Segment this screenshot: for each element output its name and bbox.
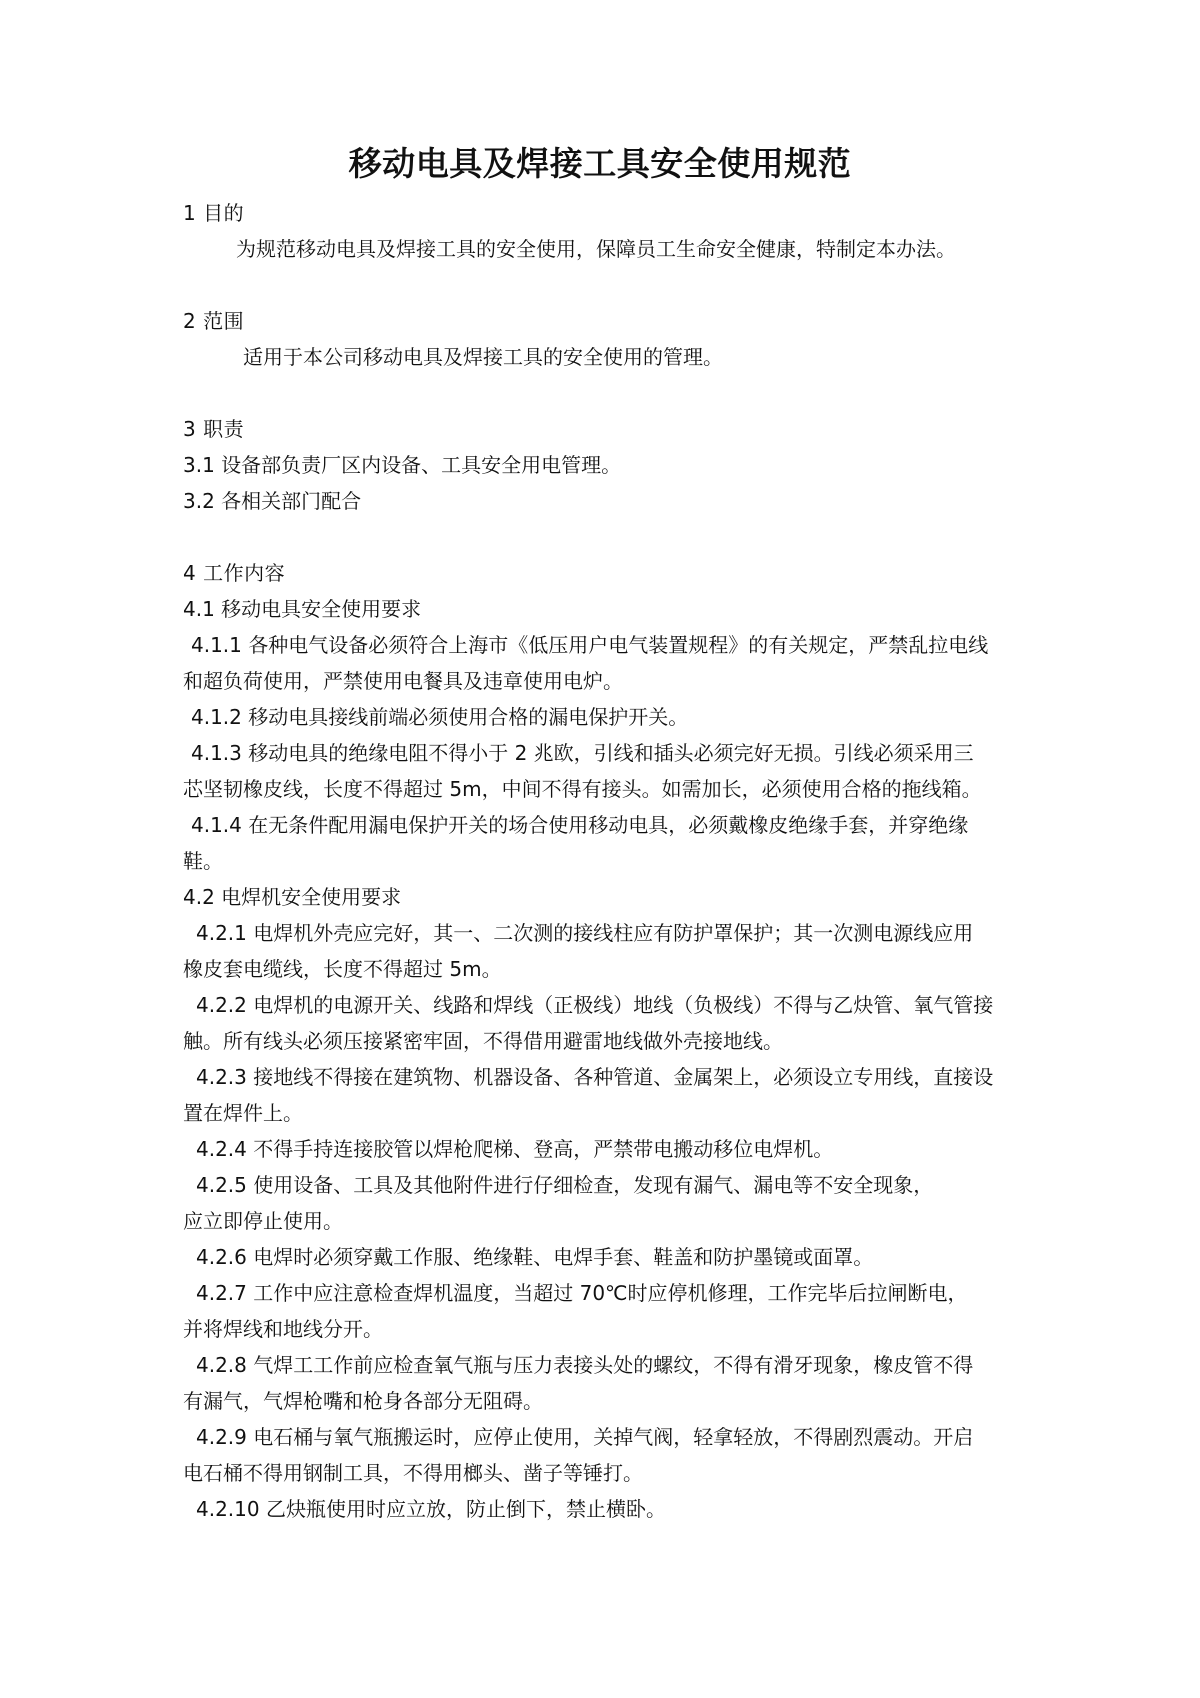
clause-4-2-7-cont: 并将焊线和地线分开。 (183, 1317, 383, 1341)
clause-4-2-8: 4.2.8 气焊工工作前应检查氧气瓶与压力表接头处的螺纹，不得有滑牙现象，橡皮管不得 (196, 1353, 974, 1377)
section-2-heading: 2 范围 (183, 309, 245, 333)
clause-4-2-1: 4.2.1 电焊机外壳应完好，其一、二次测的接线柱应有防护罩保护；其一次测电源线应用 (196, 921, 974, 945)
clause-4-1-3: 4.1.3 移动电具的绝缘电阻不得小于 2 兆欧，引线和插头必须完好无损。引线必须采用三 (191, 741, 974, 765)
spacer (183, 267, 1033, 303)
spacer (183, 519, 1033, 555)
document-body (183, 195, 1033, 1527)
clause-4-2-3-cont: 置在焊件上。 (183, 1101, 303, 1125)
clause-4-2-9: 4.2.9 电石桶与氧气瓶搬运时，应停止使用，关掉气阀，轻拿轻放，不得剧烈震动。开启 (196, 1425, 974, 1449)
clause-4-2-3: 4.2.3 接地线不得接在建筑物、机器设备、各种管道、金属架上，必须设立专用线，直接设 (196, 1065, 994, 1089)
clause-4-2-6: 4.2.6 电焊时必须穿戴工作服、绝缘鞋、电焊手套、鞋盖和防护墨镜或面罩。 (196, 1245, 874, 1269)
clause-4-1-1: 4.1.1 各种电气设备必须符合上海市《低压用户电气装置规程》的有关规定，严禁乱拉电线 (191, 633, 989, 657)
section-1-body: 为规范移动电具及焊接工具的安全使用，保障员工生命安全健康，特制定本办法。 (236, 237, 956, 261)
clause-4-1-2: 4.1.2 移动电具接线前端必须使用合格的漏电保护开关。 (191, 705, 689, 729)
section-3-item-1: 3.1 设备部负责厂区内设备、工具安全用电管理。 (183, 453, 622, 477)
section-2-body: 适用于本公司移动电具及焊接工具的安全使用的管理。 (243, 345, 723, 369)
clause-4-2-8-cont: 有漏气，气焊枪嘴和枪身各部分无阻碍。 (183, 1389, 543, 1413)
spacer (183, 375, 1033, 411)
clause-4-1-4: 4.1.4 在无条件配用漏电保护开关的场合使用移动电具，必须戴橡皮绝缘手套，并穿绝缘 (191, 813, 969, 837)
clause-4-2-7: 4.2.7 工作中应注意检查焊机温度，当超过 70℃时应停机修理，工作完毕后拉闸断电， (196, 1281, 968, 1305)
clause-4-2-10: 4.2.10 乙炔瓶使用时应立放，防止倒下，禁止横卧。 (196, 1497, 666, 1521)
clause-4-2-1-cont: 橡皮套电缆线，长度不得超过 5m。 (183, 957, 502, 981)
clause-4-1-4-cont: 鞋。 (183, 849, 223, 873)
clause-4-2-9-cont: 电石桶不得用钢制工具，不得用榔头、凿子等锤打。 (183, 1461, 643, 1485)
subsection-4-2-heading: 4.2 电焊机安全使用要求 (183, 885, 402, 909)
document-title: 移动电具及焊接工具安全使用规范 (348, 144, 852, 183)
section-3-heading: 3 职责 (183, 417, 245, 441)
clause-4-2-2: 4.2.2 电焊机的电源开关、线路和焊线（正极线）地线（负极线）不得与乙炔管、氧气管接 (196, 993, 994, 1017)
clause-4-1-1-cont: 和超负荷使用，严禁使用电餐具及违章使用电炉。 (183, 669, 623, 693)
clause-4-2-5: 4.2.5 使用设备、工具及其他附件进行仔细检查，发现有漏气、漏电等不安全现象， (196, 1173, 934, 1197)
clause-4-2-4: 4.2.4 不得手持连接胶管以焊枪爬梯、登高，严禁带电搬动移位电焊机。 (196, 1137, 834, 1161)
section-3-item-2: 3.2 各相关部门配合 (183, 489, 362, 513)
subsection-4-1-heading: 4.1 移动电具安全使用要求 (183, 597, 422, 621)
section-1-heading: 1 目的 (183, 201, 245, 225)
clause-4-2-5-cont: 应立即停止使用。 (183, 1209, 343, 1233)
clause-4-2-2-cont: 触。所有线头必须压接紧密牢固，不得借用避雷地线做外壳接地线。 (183, 1029, 783, 1053)
section-4-heading: 4 工作内容 (183, 561, 286, 585)
clause-4-1-3-cont: 芯坚韧橡皮线，长度不得超过 5m，中间不得有接头。如需加长，必须使用合格的拖线箱。 (183, 777, 982, 801)
